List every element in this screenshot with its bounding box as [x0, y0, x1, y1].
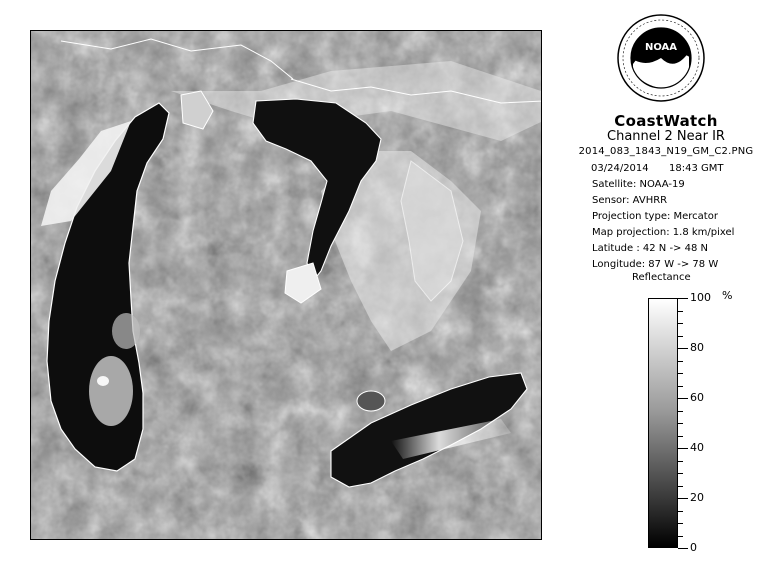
lake-michigan-ice-2: [112, 313, 140, 349]
map-projection-line: Map projection: 1.8 km/pixel: [592, 227, 735, 238]
colorbar-minor-tick: [678, 411, 683, 412]
colorbar-tick-label: 40: [690, 441, 704, 454]
date-time: [591, 163, 724, 174]
reflectance-colorbar: [648, 298, 678, 548]
colorbar-tick-label: 60: [690, 391, 704, 404]
colorbar-minor-tick: [678, 523, 683, 524]
colorbar-minor-tick: [678, 486, 683, 487]
channel-label: Channel 2 Near IR: [607, 129, 725, 144]
filename: 2014_083_1843_N19_GM_C2.PNG: [578, 146, 754, 157]
projection-type-line: Projection type: Mercator: [592, 211, 718, 222]
sensor-line: Sensor: AVHRR: [592, 195, 668, 206]
colorbar-minor-tick: [678, 323, 683, 324]
time-text: 18:43 GMT: [669, 163, 724, 174]
colorbar-minor-tick: [678, 448, 688, 449]
colorbar-tick-label: 80: [690, 341, 704, 354]
noaa-logo-text: NOAA: [644, 42, 678, 53]
longitude-line: Longitude: 87 W -> 78 W: [592, 259, 719, 270]
legend-label: Reflectance: [632, 272, 691, 283]
colorbar-tick-label: 0: [690, 541, 697, 554]
colorbar-minor-tick: [678, 361, 683, 362]
colorbar-minor-tick: [678, 373, 683, 374]
colorbar-minor-tick: [678, 423, 683, 424]
colorbar-minor-tick: [678, 548, 688, 549]
date-text: 03/24/2014: [591, 163, 649, 174]
lake-st-clair: [357, 391, 385, 411]
colorbar-minor-tick: [678, 436, 683, 437]
colorbar-minor-tick: [678, 511, 683, 512]
colorbar-minor-tick: [678, 386, 683, 387]
colorbar-minor-tick: [678, 498, 688, 499]
legend-unit: %: [722, 289, 733, 302]
colorbar-minor-tick: [678, 461, 683, 462]
noaa-logo: [617, 14, 705, 102]
colorbar-minor-tick: [678, 473, 683, 474]
colorbar-minor-tick: [678, 348, 688, 349]
lake-michigan-ice-3: [97, 376, 109, 386]
colorbar-minor-tick: [678, 298, 688, 299]
satellite-image[interactable]: [30, 30, 542, 540]
lake-michigan-ice-1: [89, 356, 133, 426]
satellite-image-svg: [31, 31, 542, 540]
satellite-line: Satellite: NOAA-19: [592, 179, 685, 190]
product-title: CoastWatch: [614, 112, 718, 130]
latitude-line: Latitude : 42 N -> 48 N: [592, 243, 708, 254]
colorbar-tick-label: 100: [690, 291, 711, 304]
colorbar-minor-tick: [678, 336, 683, 337]
colorbar-tick-label: 20: [690, 491, 704, 504]
colorbar-minor-tick: [678, 398, 688, 399]
colorbar-minor-tick: [678, 536, 683, 537]
colorbar-minor-tick: [678, 311, 683, 312]
